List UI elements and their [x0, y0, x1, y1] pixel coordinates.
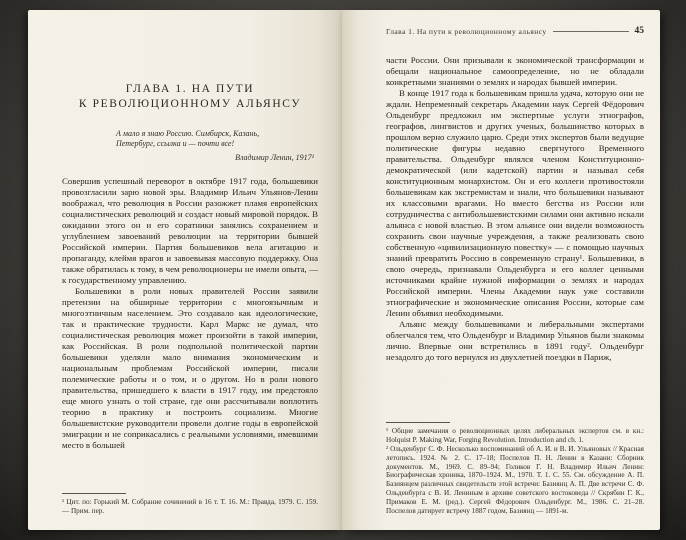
- footnote: ² Ольденбург С. Ф. Несколько воспоминаний об А. И. и В. И. Ульяновых // Красная летопись. 1924. № 2. С. 17–18; Поспелов П. Н. Ленин в Казани: Сборник документов. М., 1969. С. 89–94; Голиков Г. Н. Владимир Ильич Ленин: Биографическая хроника, 1870–1924. М., 1970. Т. 1. С. 55. См. обсуждение А. П. Базиянцем различных свидетельств этой встречи: Базиянц А. П. Две встречи С. Ф. Ольденбурга с В. И. Лениным в архиве советского востоковеда // Скрябин Г. К., Примаков Е. М. (ред.). Сергей Фёдорович Ольденбург. М., 1986. С. 21–28. Поспелов датирует встречу 1887 годом, Базиянц — 1891-м.: [386, 444, 644, 516]
- chapter-title-line-1: ГЛАВА 1. НА ПУТИ: [125, 83, 255, 95]
- left-page: [28, 10, 342, 530]
- epigraph: [116, 129, 314, 163]
- running-head-title: Глава 1. На пути к революционному альянсу: [386, 26, 547, 36]
- chapter-title-line-2: К РЕВОЛЮЦИОННОМУ АЛЬЯНСУ: [78, 98, 302, 110]
- epigraph-attribution: Владимир Ленин, 1917¹: [235, 153, 314, 162]
- epigraph-line-2: Петербург, ссылка и — почти все!: [116, 139, 235, 148]
- body-paragraph: части России. Они призывали к экономической трансформации и обещали национальное самоопределение, но не обладали конкретными знаниями о землях и народах бывшей империи.: [386, 55, 644, 87]
- footnote: ¹ Цит. по: Горький М. Собрание сочинений в 16 т. Т. 16. М.: Правда, 1979. С. 159. — Прим. пер.: [62, 498, 318, 516]
- page-number: 45: [634, 26, 644, 36]
- body-paragraph: Альянс между большевиками и либеральными экспертами облегчался тем, что Ольденбург и Владимир Ульянов были знакомы лично. Впервые они встретились в 1891 году². Ольденбург незадолго до того вернулся из двухлетней поездки в Париж,: [386, 319, 644, 362]
- footnote-divider: [62, 493, 126, 494]
- body-paragraph: Совершив успешный переворот в октябре 1917 года, большевики провозгласили зарю новой эры. Владимир Ильич Ульянов-Ленин воображал, что революция в России разожжет пламя европейских социалистических революций и создаст новый мировой порядок. В ожидании этого он и его соратники занялись сохранением и углублением завоеваний революции на территории бывшей Российской империи. Партия большевиков вела агитацию и пропаганду, клеймя врагов и завоевывая массовую поддержку. Она также обратилась к тому, в чем революционеры не имели опыта, — к государственному управлению.: [62, 176, 318, 285]
- right-footnote-block: [386, 414, 644, 516]
- epigraph-line-1: А мало я знаю Россию. Симбирск, Казань,: [116, 129, 260, 138]
- footnote-divider: [386, 422, 450, 423]
- right-page: [342, 10, 660, 530]
- running-head: [386, 26, 644, 36]
- footnote: ¹ Общие замечания о революционных целях либеральных экспертов см. в кн.: Holquist P. Making War, Forging Revolution. Introduction and ch. 1.: [386, 426, 644, 444]
- left-footnote-block: [62, 485, 318, 516]
- body-paragraph: В конце 1917 года к большевикам пришла удача, которую они не ждали. Непременный секретарь Академии наук Сергей Фёдорович Ольденбург предложил им экспертные услуги этнографов, географов, лингвистов и других ученых, большинство которых в прошлом верно служило царю. Среди этих экспертов были ведущие политические фигуры недавно свергнутого Временного правительства. Ольденбург являлся членом Конституционно-демократической (или кадетской) партии и называл себя конституционным монархистом. Он и его коллеги противостояли большевикам как экстремистам и знали, что большевики называют их классовыми врагами. Но вместо бегства из России или сотрудничества с антибольшевистскими силами они активно искали альянса с новой властью. В этом альянсе они видели возможность сохранить свои научные учреждения, а также реализовать свою собственную «цивилизационную повестку» — с помощью научных знаний превратить Россию в современную страну¹. Большевики, в свою очередь, признавали Ольденбурга и его коллег ценными источниками крайне нужной информации о землях и народах Российской империи. Члены Академии наук уже составили этнографические и экономические описания России, которые сам Ленин объявил необходимыми.: [386, 88, 644, 318]
- chapter-title: [62, 82, 318, 112]
- running-head-rule: [553, 31, 629, 32]
- body-paragraph: Большевики в роли новых правителей России заявили претензии на обширные территории с многоязычным и многоэтничным населением. Это создавало как идеологические, так и практические трудности. Карл Маркс не думал, что социалистическая революция может произойти в такой империи, как Российская. В роли подпольной политической партии большевики уделяли мало внимания экономическим и национальным проблемам Российской империи, писали полемические работы и о том, и о другом. Но в роли нового правительства, пришедшего к власти в 1917 году, им предстояло еще много узнать о той стране, где они рассчитывали воплотить теорию в практику и построить социализм. Многие большевистские руководители провели долгие годы в европейской эмиграции и не соприкасались с реальными условиями, имевшими место в большей: [62, 286, 318, 450]
